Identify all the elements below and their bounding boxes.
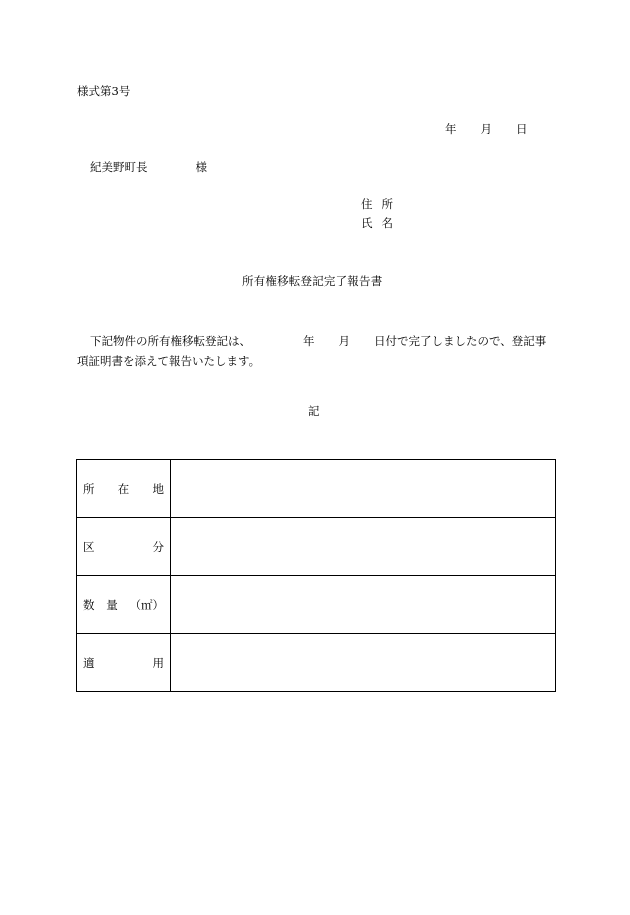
name-label-char-2: 名 <box>381 215 393 230</box>
quantity-label <box>77 576 171 634</box>
quantity-value[interactable] <box>171 576 556 634</box>
table-row-remarks <box>77 634 556 692</box>
date-line <box>445 124 528 136</box>
addressee-honorific: 様 <box>195 160 207 174</box>
date-day: 日 <box>516 122 528 136</box>
table-row-category <box>77 518 556 576</box>
form-number: 様式第3号 <box>77 84 131 98</box>
body-month: 月 <box>338 334 350 348</box>
category-value[interactable] <box>171 518 556 576</box>
date-year: 年 <box>445 122 457 136</box>
label-char: 数 <box>83 597 95 612</box>
label-char: 在 <box>117 481 130 496</box>
label-char: 区 <box>83 539 95 554</box>
document-title: 所有権移転登記完了報告書 <box>242 274 383 288</box>
label-char: 所 <box>83 481 95 496</box>
remarks-label <box>77 634 171 692</box>
label-char: 適 <box>83 655 95 670</box>
table-row-location <box>77 460 556 518</box>
body-paragraph <box>77 331 555 371</box>
applicant-address-label <box>361 199 393 211</box>
addressee <box>90 162 207 174</box>
category-label <box>77 518 171 576</box>
body-text-part2: 日付で完了しましたので、登記事項証明書を添えて報告いたします。 <box>77 334 547 368</box>
label-unit: （㎡） <box>129 597 164 612</box>
table-row-quantity <box>77 576 556 634</box>
addressee-name: 紀美野町長 <box>90 160 148 174</box>
label-char: 量 <box>106 597 118 612</box>
ki-heading: 記 <box>308 404 320 418</box>
address-label-char-1: 住 <box>361 197 373 211</box>
label-char: 地 <box>152 481 164 496</box>
location-label <box>77 460 171 518</box>
remarks-value[interactable] <box>171 634 556 692</box>
location-value[interactable] <box>171 460 556 518</box>
applicant-block <box>361 199 393 236</box>
property-table <box>76 459 556 692</box>
label-char: 用 <box>152 655 164 670</box>
address-label-char-2: 所 <box>381 197 393 211</box>
applicant-name-label <box>361 215 393 230</box>
body-year: 年 <box>303 334 315 348</box>
name-label-char-1: 氏 <box>361 215 373 230</box>
date-month: 月 <box>480 122 492 136</box>
body-text-part1: 下記物件の所有権移転登記は、 <box>90 334 251 348</box>
label-char: 分 <box>152 539 164 554</box>
